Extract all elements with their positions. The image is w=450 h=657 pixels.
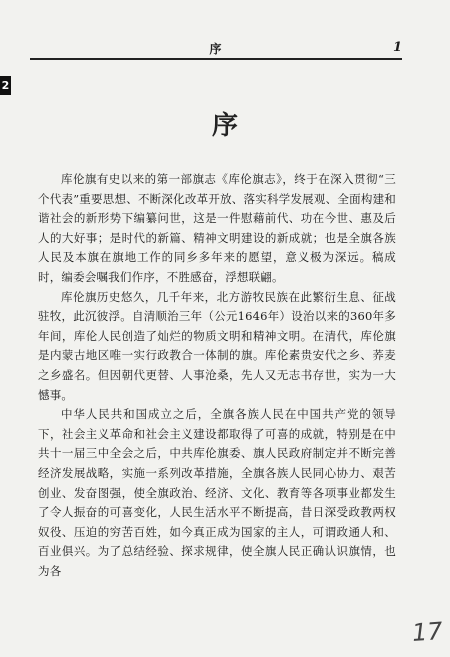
handwritten-page-mark: 17 bbox=[411, 616, 444, 648]
chapter-title: 序 bbox=[211, 111, 238, 141]
running-title: 序 bbox=[209, 42, 223, 56]
paragraph-2: 库伦旗历史悠久，几千年来，北方游牧民族在此繁衍生息、征战驻牧，此沉彼浮。自清顺治三年（公元1646年）设治以来的360年多年间，库伦人民创造了灿烂的物质文明和精神文明。在清代，库伦旗是内蒙古地区唯一实行政教合一体制的旗。库伦素贵安代之乡、荞麦之乡盛名。但因朝代更替、人事沧桑，先人又无志书存世，实为一大憾事。 bbox=[38, 289, 396, 402]
running-header bbox=[30, 40, 402, 58]
page-number: 1 bbox=[392, 40, 402, 55]
body-text bbox=[38, 170, 396, 581]
edge-tab-marker: 2 bbox=[0, 76, 11, 95]
paragraph-1: 库伦旗有史以来的第一部旗志《库伦旗志》，终于在深入贯彻“三个代表”重要思想、不断深化改革开放、落实科学发展观、全面构建和谐社会的新形势下编纂问世，这是一件慰藉前代、功在今世、惠及后人的大好事；是时代的新篇、精神文明建设的新成就；也是全旗各族人民及本旗在旗地工作的同乡多年来的愿望，意义极为深远。稿成时，编委会嘱我们作序，不胜感奋，浮想联翩。 bbox=[38, 172, 396, 284]
paragraph-3: 中华人民共和国成立之后，全旗各族人民在中国共产党的领导下，社会主义革命和社会主义建设都取得了可喜的成就，特别是在中共十一届三中全会之后，中共库伦旗委、旗人民政府制定并不断完善经济发展战略，实施一系列改革措施，全旗各族人民同心协力、艰苦创业、发奋图强，使全旗政治、经济、文化、教育等各项事业都发生了令人振奋的可喜变化，人民生活水平不断提高，昔日深受政教两权奴役、压迫的穷苦百姓，如今真正成为国家的主人，可谓政通人和、百业俱兴。为了总结经验、探求规律，使全旗人民正确认识旗情，也为各 bbox=[38, 407, 396, 578]
header-rule bbox=[30, 58, 402, 60]
